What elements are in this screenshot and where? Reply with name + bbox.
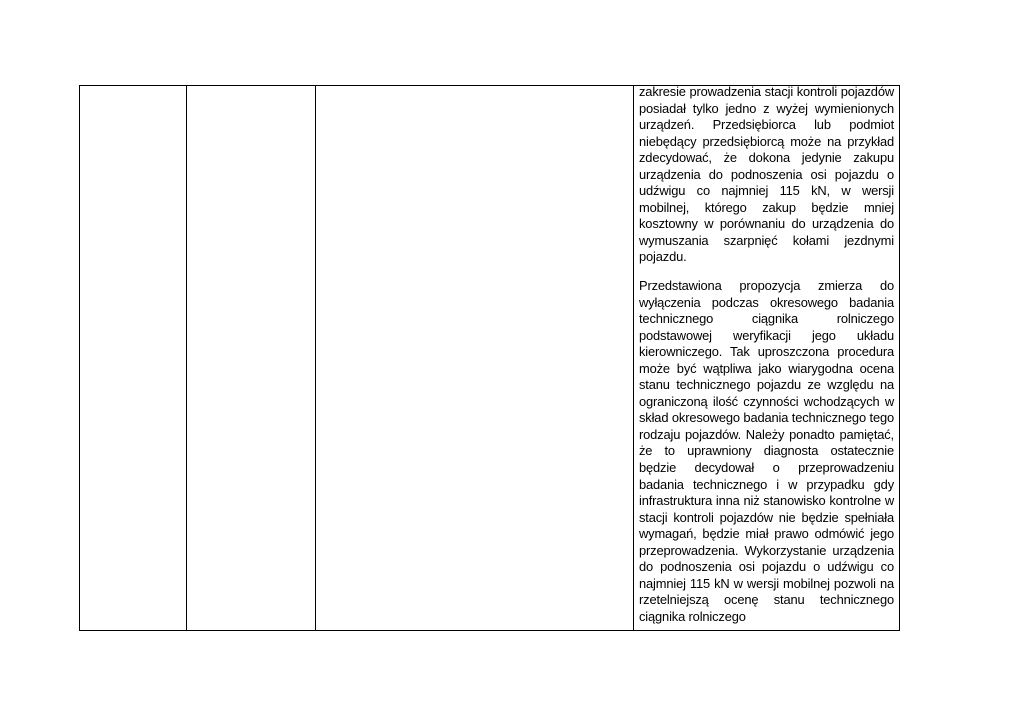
remarks-paragraph-1: zakresie prowadzenia stacji kontroli pojazdów posiadał tylko jedno z wyżej wymienionych urządzeń. Przedsiębiorca lub podmiot niebędący przedsiębiorcą może na przykład zdecydować, że dokona jedynie zakupu urządzenia do podnoszenia osi pojazdu o udźwigu co najmniej 115 kN, w wersji mobilnej, którego zakup będzie mniej kosztowny w porównaniu do urządzenia do wymuszania szarpnięć kołami jezdnymi pojazdu. bbox=[639, 84, 894, 265]
remarks-paragraph-2: Przedstawiona propozycja zmierza do wyłączenia podczas okresowego badania technicznego ciągnika rolniczego podstawowej weryfikacji jego układu kierowniczego. Tak uproszczona procedura może być wątpliwa jako wiarygodna ocena stanu technicznego pojazdu ze względu na ograniczoną ilość czynności wchodzących w skład okresowego badania technicznego tego rodzaju pojazdów. Należy ponadto pamiętać, że to uprawniony diagnosta ostatecznie będzie decydował o przeprowadzeniu badania technicznego i w przypadku gdy infrastruktura inna niż stanowisko kontrolne w stacji kontroli pojazdów nie będzie spełniała wymagań, będzie miał prawo odmówić jego przeprowadzenia. Wykorzystanie urządzenia do podnoszenia osi pojazdu o udźwigu co najmniej 115 kN w wersji mobilnej pozwoli na rzetelniejszą ocenę stanu technicznego ciągnika rolniczego bbox=[639, 278, 894, 624]
table-cell-2 bbox=[187, 86, 316, 631]
table-cell-1 bbox=[80, 86, 187, 631]
table-row bbox=[80, 86, 900, 631]
table-cell-3 bbox=[316, 86, 634, 631]
document-table bbox=[79, 85, 900, 631]
table-cell-remarks bbox=[634, 86, 900, 631]
